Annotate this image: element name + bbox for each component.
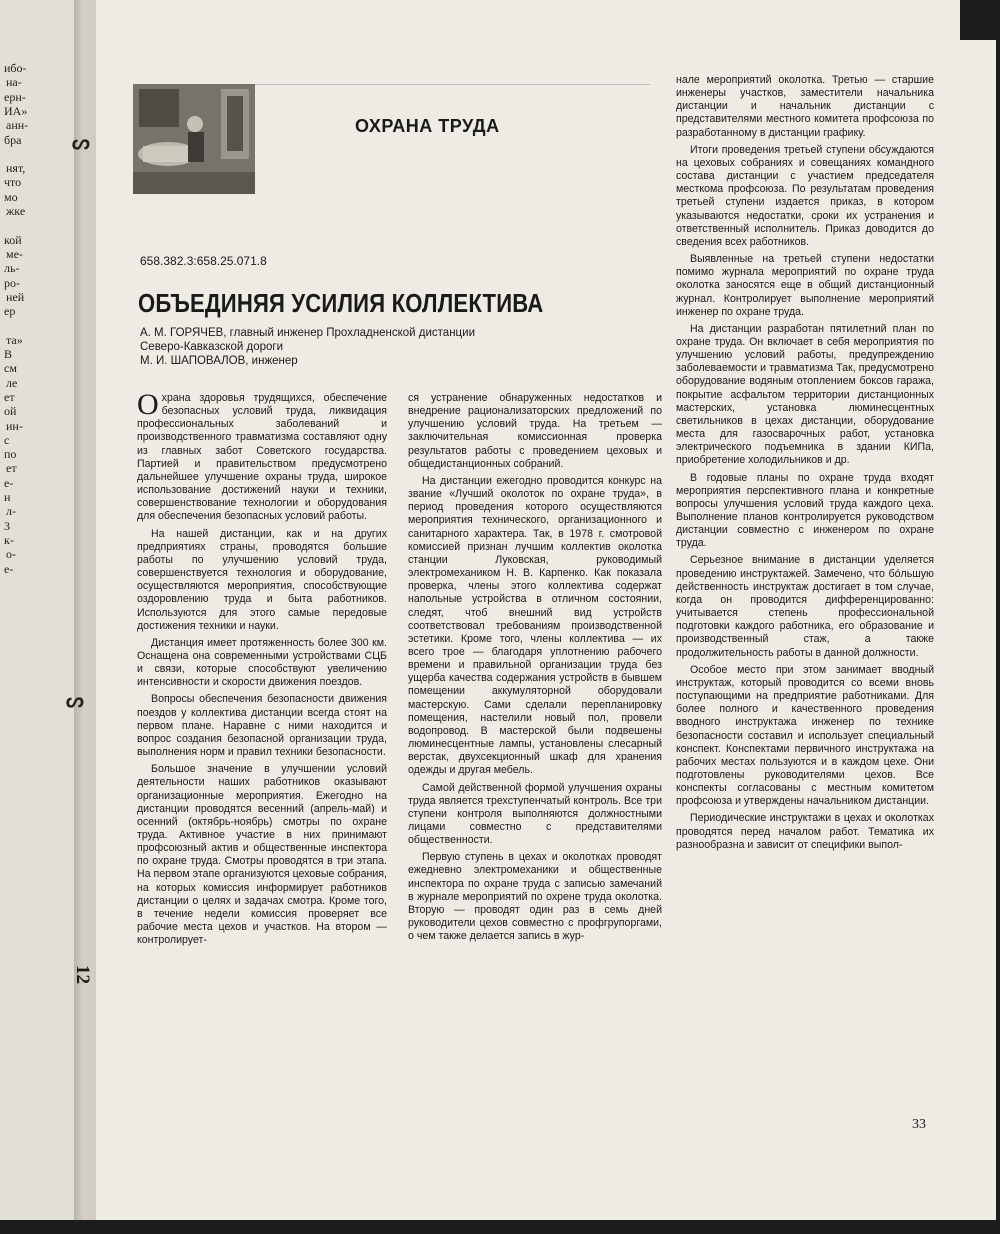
left-page-fragment: ой [4,404,17,419]
paragraph [137,388,387,524]
paragraph: На нашей дистанции, как и на других предприятиях страны, проводятся большие работы по улучшению условий труда, совершенствуется технология и оборудование, осуществляются мероприятия, способствующие оздоровлению труда и быта работников. Используются для этого самые передовые достижения техники и науки. [137,527,387,632]
left-page-fragment: ИА» [4,103,28,118]
left-page-fragment: 3 [4,518,10,533]
left-page-fragment: к- [4,532,14,547]
paragraph: ся устранение обнаруженных недостатков и внедрение рационализаторских предложений по улучшению условий труда. На третьем — заключительная комиссионная проверка результатов работы с проведением цеховых и общедистанционных собраний. [408,392,662,470]
article-column-2 [408,392,662,947]
left-page-edge [0,0,84,1224]
paragraph: Самой действенной формой улучшения охраны труда является трехступенчатый контроль. Все три ступени контроля выполняются должностными лицами совместно с представителями общественности. [408,781,662,847]
left-page-fragment: нят, [6,161,26,176]
article-column-1 [137,388,387,951]
scan-border [0,1220,1000,1234]
workers-illustration-icon [133,84,255,194]
paragraph: В годовые планы по охране труда входят мероприятия перспективного плана и конкретные вопросы улучшения условий труда каждого цеха. Выполнение планов контролируется руководством дистанции совместно с инженером по охране труда. [676,471,934,550]
left-page-fragment: ль- [4,261,20,276]
authors-block [140,326,560,368]
left-page-fragment: е- [4,475,14,490]
left-page-number: 12 [72,965,93,984]
binding-mark-icon: ᔕ [66,690,84,712]
left-page-fragment: ер [4,304,16,319]
paragraph: На дистанции ежегодно проводится конкурс на звание «Лучший околоток по охране труда», в период проведения которого осуществляются мероприятия технического, организационного и санитарного характера. Так, в 1978 г. смотровой комиссией признан лучшим коллектив околотка станции Луковская, руководимый электромехаником Н. В. Карпенко. Как показала проверка, члены этого коллектива содержат напольные устройства в отличном состоянии, следят, чтоб внешний вид устройств соответствовал требованиям производственной эстетики. Кроме того, члены коллектива — их всего трое — благодаря уплотнению рабочего времени и правильной организации труда без ущерба качества содержания устройств в бывшем помещении аккумуляторной оборудовали мастерскую. Сами сделали перепланировку помещения, настелили новый пол, провели водопровод. В мастерской были подвешены люминесцентные лампы, установлены слесарный верстак, двухсекционный шкаф для хранения одежды и другая мебель. [408,474,662,777]
left-page-fragment: бра [4,132,22,147]
left-page-fragment: ерн- [4,89,26,104]
left-page-fragment: мо [4,189,18,204]
paragraph: нале мероприятий околотка. Третью — старшие инженеры участков, заместители начальника дистанции и начальник дистанции с представителями местного комитета профсоюза по разработанному в дистанции графику. [676,74,934,139]
left-page-fragment: ле [6,375,18,390]
paragraph: На дистанции разработан пятилетний план по охране труда. Он включает в себя мероприятия по улучшению условий работы, предупреждению заболеваемости и травматизма Так, предусмотрено оборудование водяным отоплением боксов гаража, покрытие асфальтом территории дистанционных мастерских, установка люминесцентных светильников в цехах дистанции, оборудование места для газосварочных работ, установка электрического подъемника в здании КИПа, приобретение холодильников и др. [676,322,934,467]
left-page-fragment: см [4,361,17,376]
paragraph: Серьезное внимание в дистанции уделяется проведению инструктажей. Замечено, что бóльшую действенность инструктаж достигает в том случае, когда он проводится дифференцированно: учитывается степень профессиональной подготовки каждого работника, его образование и производственный стаж, а также продолжительность работы в данной должности. [676,554,934,659]
author-line: Северо-Кавказской дороги [140,341,284,353]
left-page-fragment: кой [4,232,22,247]
page-number: 33 [912,1117,926,1132]
left-page-fragment: жке [6,204,26,218]
left-page-fragment: н [4,490,11,504]
binding-mark-icon: ᔕ [72,132,90,154]
paragraph: Особое место при этом занимает вводный инструктаж, который проводится со всеми вновь поступающими на предприятие работниками. Для более полного и качественного проведения вводного инструктажа инженер по технике безопасности составил и использует специальный конспект. Конспектами первичного инструктажа на рабочих местах пользуются и в каждом цехе. Они подготовлены руководителями цехов. Все конспекты согласованы с местным комитетом профсоюза и утверждены начальником дистанции. [676,663,934,808]
header-rule [255,84,650,85]
left-page-fragment: о- [6,547,16,562]
paragraph: Выявленные на третьей ступени недостатки помимо журнала мероприятий по охране труда околотка заносятся еще в общий дистанционный журнал. Контролирует выполнение мероприятий инженер по охране труда. [676,253,934,318]
udc-code: 658.382.3:658.25.071.8 [140,254,267,268]
left-page-fragment: ме- [6,246,23,261]
left-page-fragment: анн- [6,118,29,133]
paragraph: Периодические инструктажи в цехах и околотках проводятся перед началом работ. Тематика их разнообразна и зависит от специфики выпол- [676,812,934,851]
paragraph: Вопросы обеспечения безопасности движения поездов у коллектива дистанции всегда стоят на первом плане. Наравне с ними находится и вопрос создания безопасной организации труда, выполнения норм и правил техники безопасности. [137,693,387,759]
left-page-fragment: л- [6,504,16,519]
article-title: ОБЪЕДИНЯЯ УСИЛИЯ КОЛЛЕКТИВА [138,288,544,318]
left-page-fragment: на- [6,75,22,90]
drop-cap: О [137,388,159,421]
section-title: ОХРАНА ТРУДА [355,116,500,136]
left-page-fragment: что [4,175,22,190]
author-line: М. И. ШАПОВАЛОВ, инженер [140,355,298,367]
paragraph-text: храна здоровья трудящихся, обеспечение безопасных условий труда, ликвидация профессиональных заболеваний и производственного травматизма составляют одну из главных забот Советского государства. Партией и правительством предусмотрено дальнейшее улучшение охраны труда, широкое использование достижений науки и техники, совершенствование технологии и оборудования для обеспечения безопасных условий работы. [137,392,387,523]
paragraph: Дистанция имеет протяженность более 300 км. Оснащена она современными устройствами СЦБ и связи, которые способствуют увеличению интенсивности и скорости движения поездов. [137,636,387,689]
left-page-fragment: с [4,432,10,447]
left-page-fragment: ет [4,389,15,404]
paragraph: Первую ступень в цехах и околотках проводят ежедневно электромеханики и общественные инспектора по охране труда с записью замечаний в журнале мероприятий по охрене труда околотка. Вторую — проводят один раз в семь дней руководители цехов совместно с профгрупоргами, о чем также делается запись в жур- [408,851,662,943]
header-illustration [133,84,255,194]
left-page-fragment: та» [6,332,23,347]
paragraph: Большое значение в улучшении условий деятельности наших работников оказывают организационные мероприятия. Ежегодно на дистанции проводятся весенний (апрель-май) и осенний (октябрь-ноябрь) смотры по охране труда. Активное участие в них принимают профсоюзный актив и общественные инспектора по охране труда. Смотры проводятся в три этапа. На первом этапе организуются цеховые собрания, на которых комиссия информирует работников дистанции о целях и задачах смотра. Кроме того, в течение недели комиссия проверяет все рабочие места цехов и участков. На втором — контролирует- [137,763,387,947]
left-page-fragment: В [4,347,13,361]
left-page-fragment: по [4,447,17,462]
scan-corner [960,0,1000,40]
left-page-fragment: е- [4,561,14,576]
left-page-fragment: ин- [6,418,23,433]
paragraph: Итоги проведения третьей ступени обсуждаются на цеховых собраниях и совещаниях командного состава дистанции с участием председателя месткома профсоюза. По результатам проведения третьей ступени издается приказ, в котором указываются недостатки, сроки их устранения и ответственный исполнитель. Приказ доводится до сведения всех работников. [676,143,934,248]
left-page-fragment: ет [6,461,17,476]
left-page-fragment: ибо- [4,61,27,75]
left-page-fragment: ней [6,289,25,304]
left-page-fragment: ро- [4,275,20,290]
author-line: А. М. ГОРЯЧЕВ, главный инженер Прохладненской дистанции [140,327,475,339]
article-column-3 [676,74,934,856]
